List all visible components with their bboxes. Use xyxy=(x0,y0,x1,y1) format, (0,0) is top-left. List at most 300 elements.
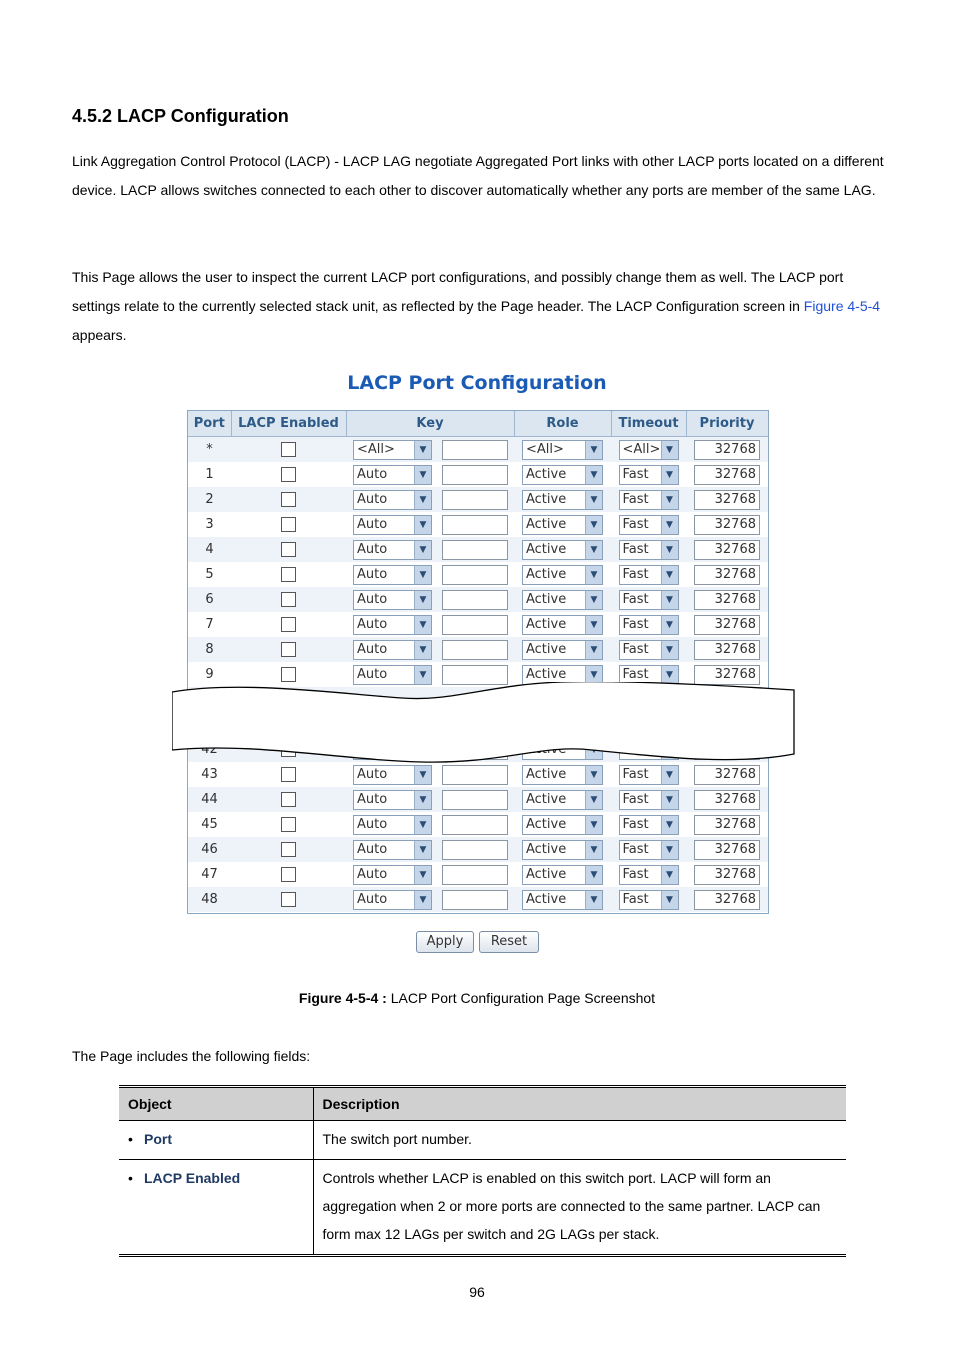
role-select-value: Active xyxy=(526,842,567,857)
priority-input[interactable]: 32768 xyxy=(694,665,760,685)
key-value-input[interactable] xyxy=(442,440,508,460)
timeout-select[interactable] xyxy=(619,615,679,635)
key-select[interactable] xyxy=(353,865,432,885)
priority-input[interactable]: 32768 xyxy=(694,790,760,810)
key-select[interactable] xyxy=(353,765,432,785)
role-cell xyxy=(514,487,611,512)
timeout-cell xyxy=(611,562,686,587)
chevron-down-icon: ▼ xyxy=(585,516,602,534)
timeout-cell xyxy=(611,837,686,862)
chevron-down-icon: ▼ xyxy=(661,616,678,634)
port-cell: 48 xyxy=(188,887,231,912)
timeout-select-value: Fast xyxy=(622,592,649,607)
col-lacp-enabled: LACP Enabled xyxy=(231,411,346,437)
role-cell xyxy=(514,587,611,612)
chevron-down-icon: ▼ xyxy=(661,516,678,534)
key-select[interactable] xyxy=(353,790,432,810)
paragraph-end: appears. xyxy=(72,327,127,343)
chevron-down-icon: ▼ xyxy=(661,766,678,784)
lacp-enabled-checkbox[interactable] xyxy=(281,842,296,857)
timeout-select[interactable] xyxy=(619,590,679,610)
key-select-value: Auto xyxy=(357,767,388,782)
timeout-cell xyxy=(611,762,686,787)
key-value-input[interactable] xyxy=(442,515,508,535)
caption-label: Figure 4-5-4 : xyxy=(298,990,387,1006)
priority-input[interactable]: 32768 xyxy=(694,865,760,885)
col-timeout: Timeout xyxy=(611,411,686,437)
role-select[interactable] xyxy=(522,615,603,635)
role-cell xyxy=(514,812,611,837)
header-object: Object xyxy=(119,1088,313,1121)
priority-input[interactable]: 32768 xyxy=(694,765,760,785)
table-row: • Port The switch port number. xyxy=(119,1121,846,1160)
fields-table xyxy=(119,1085,846,1257)
chevron-down-icon: ▼ xyxy=(661,666,678,684)
priority-cell xyxy=(686,487,768,512)
chevron-down-icon: ▼ xyxy=(414,466,431,484)
timeout-select-value: Fast xyxy=(622,767,649,782)
timeout-select-value: Fast xyxy=(622,792,649,807)
chevron-down-icon: ▼ xyxy=(414,441,431,459)
port-cell: 45 xyxy=(188,812,231,837)
role-select-value: Active xyxy=(526,592,567,607)
role-select-value: Active xyxy=(526,817,567,832)
key-select-value: Auto xyxy=(357,817,388,832)
lacp-enabled-cell xyxy=(231,787,346,812)
chevron-down-icon: ▼ xyxy=(414,666,431,684)
role-cell xyxy=(514,562,611,587)
lacp-enabled-checkbox[interactable] xyxy=(281,467,296,482)
chevron-down-icon: ▼ xyxy=(585,641,602,659)
chevron-down-icon: ▼ xyxy=(661,891,678,909)
priority-input[interactable]: 32768 xyxy=(694,465,760,485)
lacp-enabled-checkbox[interactable] xyxy=(281,642,296,657)
chevron-down-icon: ▼ xyxy=(414,566,431,584)
port-row xyxy=(188,887,768,912)
key-cell xyxy=(346,612,514,637)
port-row xyxy=(188,787,768,812)
timeout-cell xyxy=(611,887,686,912)
apply-button[interactable]: Apply xyxy=(416,931,474,953)
chevron-down-icon: ▼ xyxy=(585,616,602,634)
chevron-down-icon: ▼ xyxy=(414,516,431,534)
chevron-down-icon: ▼ xyxy=(585,866,602,884)
priority-cell xyxy=(686,437,768,463)
key-select[interactable] xyxy=(353,440,432,460)
key-select[interactable] xyxy=(353,465,432,485)
chevron-down-icon: ▼ xyxy=(585,891,602,909)
key-select[interactable] xyxy=(353,565,432,585)
lacp-enabled-checkbox[interactable] xyxy=(281,592,296,607)
role-select[interactable] xyxy=(522,790,603,810)
description-paragraph xyxy=(72,263,884,350)
lacp-enabled-checkbox[interactable] xyxy=(281,542,296,557)
timeout-select-value: Fast xyxy=(622,467,649,482)
role-select-value: Active xyxy=(526,892,567,907)
key-value-input[interactable] xyxy=(442,790,508,810)
chevron-down-icon: ▼ xyxy=(414,541,431,559)
port-row xyxy=(188,762,768,787)
lacp-enabled-cell xyxy=(231,537,346,562)
key-select-value: Auto xyxy=(357,892,388,907)
role-cell xyxy=(514,512,611,537)
key-cell xyxy=(346,837,514,862)
table-row: • LACP Enabled Controls whether LACP is enabled on this switch port. LACP will form an aggregation when 2 or more ports are connected to the same partner. LACP can form max 12 LAGs per switch and 2G LAGs per stack. xyxy=(119,1160,846,1256)
chevron-down-icon: ▼ xyxy=(585,816,602,834)
lacp-enabled-checkbox[interactable] xyxy=(281,442,296,457)
role-cell xyxy=(514,787,611,812)
role-cell xyxy=(514,837,611,862)
role-select[interactable] xyxy=(522,540,603,560)
chevron-down-icon: ▼ xyxy=(414,841,431,859)
timeout-select-value: <All> xyxy=(622,442,661,457)
chevron-down-icon: ▼ xyxy=(414,791,431,809)
lacp-enabled-checkbox[interactable] xyxy=(281,517,296,532)
key-cell xyxy=(346,512,514,537)
key-select-value: Auto xyxy=(357,567,388,582)
role-select[interactable] xyxy=(522,765,603,785)
description-lacp-enabled: Controls whether LACP is enabled on this switch port. LACP will form an aggregation when 2 or more ports are connected to the same partner. LACP can form max 12 LAGs per switch and 2G LAGs per stack. xyxy=(313,1160,846,1256)
chevron-down-icon: ▼ xyxy=(661,466,678,484)
timeout-select[interactable] xyxy=(619,815,679,835)
object-lacp-enabled: LACP Enabled xyxy=(144,1170,241,1186)
lacp-enabled-cell xyxy=(231,462,346,487)
key-select[interactable] xyxy=(353,640,432,660)
role-select-value: Active xyxy=(526,467,567,482)
role-select-value: Active xyxy=(526,767,567,782)
key-select-value: Auto xyxy=(357,867,388,882)
lacp-enabled-cell xyxy=(231,812,346,837)
role-select[interactable] xyxy=(522,640,603,660)
priority-input[interactable]: 32768 xyxy=(694,565,760,585)
timeout-select-value: Fast xyxy=(622,567,649,582)
priority-input[interactable]: 32768 xyxy=(694,840,760,860)
timeout-select-value: Fast xyxy=(622,492,649,507)
chevron-down-icon: ▼ xyxy=(661,841,678,859)
lacp-enabled-cell xyxy=(231,437,346,463)
priority-input[interactable]: 32768 xyxy=(694,890,760,910)
key-select[interactable] xyxy=(353,490,432,510)
port-row xyxy=(188,487,768,512)
timeout-select-value: Fast xyxy=(622,617,649,632)
timeout-cell xyxy=(611,587,686,612)
lacp-enabled-cell xyxy=(231,862,346,887)
role-select[interactable] xyxy=(522,490,603,510)
key-select-value: Auto xyxy=(357,642,388,657)
key-cell xyxy=(346,487,514,512)
role-cell xyxy=(514,612,611,637)
port-cell: 2 xyxy=(188,487,231,512)
priority-cell xyxy=(686,587,768,612)
key-cell xyxy=(346,812,514,837)
role-cell xyxy=(514,462,611,487)
role-select-value: Active xyxy=(526,867,567,882)
paragraph-text: This Page allows the user to inspect the current LACP port configurations, and possibly change them as well. The LACP port settings relate to the currently selected stack unit, as reflected by the Page header. The LACP Configuration screen in xyxy=(72,269,844,314)
port-cell: 3 xyxy=(188,512,231,537)
priority-cell xyxy=(686,887,768,912)
key-value-input[interactable] xyxy=(442,840,508,860)
col-key: Key xyxy=(346,411,514,437)
port-cell: * xyxy=(188,437,231,463)
role-select-value: <All> xyxy=(526,442,564,457)
lacp-enabled-cell xyxy=(231,562,346,587)
chevron-down-icon: ▼ xyxy=(661,591,678,609)
key-cell xyxy=(346,862,514,887)
chevron-down-icon: ▼ xyxy=(585,566,602,584)
priority-input[interactable]: 32768 xyxy=(694,540,760,560)
key-select[interactable] xyxy=(353,840,432,860)
port-row xyxy=(188,587,768,612)
figure-caption xyxy=(0,990,954,1006)
key-select[interactable] xyxy=(353,890,432,910)
key-value-input[interactable] xyxy=(442,465,508,485)
timeout-cell xyxy=(611,862,686,887)
priority-input[interactable]: 32768 xyxy=(694,615,760,635)
role-cell xyxy=(514,762,611,787)
lacp-enabled-checkbox[interactable] xyxy=(281,567,296,582)
col-role: Role xyxy=(514,411,611,437)
lacp-enabled-cell xyxy=(231,762,346,787)
chevron-down-icon: ▼ xyxy=(661,541,678,559)
lacp-enabled-checkbox[interactable] xyxy=(281,867,296,882)
timeout-select[interactable] xyxy=(619,865,679,885)
chevron-down-icon: ▼ xyxy=(661,566,678,584)
priority-input[interactable]: 32768 xyxy=(694,640,760,660)
timeout-select-value: Fast xyxy=(622,542,649,557)
section-heading: 4.5.2 LACP Configuration xyxy=(72,106,289,126)
key-select[interactable] xyxy=(353,590,432,610)
timeout-select[interactable] xyxy=(619,790,679,810)
chevron-down-icon: ▼ xyxy=(414,891,431,909)
timeout-select[interactable] xyxy=(619,765,679,785)
timeout-select-value: Fast xyxy=(622,842,649,857)
chevron-down-icon: ▼ xyxy=(661,441,678,459)
timeout-select-value: Fast xyxy=(622,867,649,882)
all-ports-row xyxy=(188,437,768,463)
priority-input[interactable]: 32768 xyxy=(694,515,760,535)
port-row xyxy=(188,537,768,562)
header-row xyxy=(188,411,768,437)
key-value-input[interactable] xyxy=(442,890,508,910)
timeout-select[interactable] xyxy=(619,890,679,910)
chevron-down-icon: ▼ xyxy=(661,816,678,834)
key-cell xyxy=(346,537,514,562)
col-port: Port xyxy=(188,411,231,437)
role-select[interactable] xyxy=(522,565,603,585)
chevron-down-icon: ▼ xyxy=(414,591,431,609)
chevron-down-icon: ▼ xyxy=(414,866,431,884)
role-select[interactable] xyxy=(522,890,603,910)
priority-input[interactable]: 32768 xyxy=(694,815,760,835)
lacp-enabled-checkbox[interactable] xyxy=(281,767,296,782)
lacp-enabled-cell xyxy=(231,587,346,612)
intro-paragraph: Link Aggregation Control Protocol (LACP) - LACP LAG negotiate Aggregated Port links with other LACP ports located on a different device. LACP allows switches connected to each other to discover automatically whether any ports are member of the same LAG. xyxy=(72,153,884,198)
key-value-input[interactable] xyxy=(442,815,508,835)
lacp-enabled-checkbox[interactable] xyxy=(281,792,296,807)
key-value-input[interactable] xyxy=(442,565,508,585)
priority-cell xyxy=(686,837,768,862)
chevron-down-icon: ▼ xyxy=(585,541,602,559)
key-cell xyxy=(346,587,514,612)
port-row xyxy=(188,862,768,887)
role-select-value: Active xyxy=(526,792,567,807)
chevron-down-icon: ▼ xyxy=(585,841,602,859)
role-select-value: Active xyxy=(526,667,567,682)
role-select-value: Active xyxy=(526,642,567,657)
key-select-value: Auto xyxy=(357,517,388,532)
port-cell: 47 xyxy=(188,862,231,887)
lacp-enabled-cell xyxy=(231,837,346,862)
key-select-value: Auto xyxy=(357,667,388,682)
key-value-input[interactable] xyxy=(442,540,508,560)
role-cell xyxy=(514,862,611,887)
key-value-input[interactable] xyxy=(442,765,508,785)
port-row xyxy=(188,637,768,662)
priority-cell xyxy=(686,787,768,812)
chevron-down-icon: ▼ xyxy=(661,791,678,809)
port-row xyxy=(188,612,768,637)
timeout-select[interactable] xyxy=(619,840,679,860)
chevron-down-icon: ▼ xyxy=(585,766,602,784)
key-value-input[interactable] xyxy=(442,640,508,660)
screenshot-title: LACP Port Configuration xyxy=(347,372,607,394)
key-cell xyxy=(346,637,514,662)
lacp-enabled-cell xyxy=(231,612,346,637)
timeout-select[interactable] xyxy=(619,440,679,460)
key-select[interactable] xyxy=(353,515,432,535)
key-select-value: Auto xyxy=(357,617,388,632)
chevron-down-icon: ▼ xyxy=(661,866,678,884)
priority-cell xyxy=(686,637,768,662)
role-select[interactable] xyxy=(522,465,603,485)
role-cell xyxy=(514,887,611,912)
figure-link[interactable]: Figure 4-5-4 xyxy=(803,298,881,314)
timeout-select-value: Fast xyxy=(622,517,649,532)
chevron-down-icon: ▼ xyxy=(585,666,602,684)
priority-cell xyxy=(686,612,768,637)
reset-button[interactable]: Reset xyxy=(479,931,539,953)
timeout-select-value: Fast xyxy=(622,667,649,682)
key-select[interactable] xyxy=(353,815,432,835)
port-cell: 7 xyxy=(188,612,231,637)
role-select-value: Active xyxy=(526,617,567,632)
role-cell xyxy=(514,637,611,662)
lacp-enabled-cell xyxy=(231,637,346,662)
port-cell: 1 xyxy=(188,462,231,487)
role-cell xyxy=(514,537,611,562)
key-select[interactable] xyxy=(353,615,432,635)
key-select-value: Auto xyxy=(357,792,388,807)
caption-text: LACP Port Configuration Page Screenshot xyxy=(386,990,656,1006)
page-number: 96 xyxy=(469,1284,485,1300)
col-priority: Priority xyxy=(686,411,768,437)
key-select-value: Auto xyxy=(357,542,388,557)
timeout-select-value: Fast xyxy=(622,642,649,657)
lacp-enabled-checkbox[interactable] xyxy=(281,667,296,682)
port-cell: 42 xyxy=(188,737,231,762)
timeout-select-value: Fast xyxy=(622,817,649,832)
key-select-value: Auto xyxy=(357,467,388,482)
chevron-down-icon: ▼ xyxy=(414,766,431,784)
chevron-down-icon: ▼ xyxy=(585,591,602,609)
role-cell xyxy=(514,437,611,463)
key-cell xyxy=(346,562,514,587)
chevron-down-icon: ▼ xyxy=(414,491,431,509)
chevron-down-icon: ▼ xyxy=(661,641,678,659)
key-value-input[interactable] xyxy=(442,615,508,635)
timeout-select[interactable] xyxy=(619,490,679,510)
role-select[interactable] xyxy=(522,840,603,860)
lacp-enabled-cell xyxy=(231,512,346,537)
timeout-cell xyxy=(611,637,686,662)
key-value-input[interactable] xyxy=(442,590,508,610)
fields-intro: The Page includes the following fields: xyxy=(72,1048,311,1064)
port-cell: 9 xyxy=(188,662,231,687)
lacp-enabled-checkbox[interactable] xyxy=(281,617,296,632)
chevron-down-icon: ▼ xyxy=(414,816,431,834)
priority-input[interactable]: 32768 xyxy=(694,590,760,610)
timeout-select[interactable] xyxy=(619,565,679,585)
timeout-select[interactable] xyxy=(619,515,679,535)
priority-cell xyxy=(686,462,768,487)
key-cell xyxy=(346,462,514,487)
timeout-select[interactable] xyxy=(619,540,679,560)
port-cell: 5 xyxy=(188,562,231,587)
lacp-enabled-checkbox[interactable] xyxy=(281,817,296,832)
port-cell: 4 xyxy=(188,537,231,562)
priority-input[interactable]: 32768 xyxy=(694,490,760,510)
role-select-value: Active xyxy=(526,542,567,557)
port-row xyxy=(188,462,768,487)
lacp-enabled-cell xyxy=(231,487,346,512)
chevron-down-icon: ▼ xyxy=(414,616,431,634)
timeout-cell xyxy=(611,612,686,637)
key-value-input[interactable] xyxy=(442,490,508,510)
timeout-select[interactable] xyxy=(619,640,679,660)
port-cell: 46 xyxy=(188,837,231,862)
key-cell xyxy=(346,762,514,787)
table-break-marker xyxy=(172,682,796,764)
port-row xyxy=(188,837,768,862)
key-select-value: Auto xyxy=(357,592,388,607)
timeout-cell xyxy=(611,812,686,837)
priority-input[interactable]: 32768 xyxy=(694,440,760,460)
lacp-config-table xyxy=(188,411,769,912)
lacp-enabled-checkbox[interactable] xyxy=(281,892,296,907)
chevron-down-icon: ▼ xyxy=(414,641,431,659)
timeout-select[interactable] xyxy=(619,465,679,485)
role-select[interactable] xyxy=(522,440,603,460)
lacp-enabled-checkbox[interactable] xyxy=(281,492,296,507)
port-row xyxy=(188,512,768,537)
chevron-down-icon: ▼ xyxy=(585,491,602,509)
role-select[interactable] xyxy=(522,865,603,885)
key-select-value: Auto xyxy=(357,842,388,857)
priority-cell xyxy=(686,812,768,837)
port-cell: 43 xyxy=(188,762,231,787)
lacp-enabled-cell xyxy=(231,887,346,912)
key-value-input[interactable] xyxy=(442,865,508,885)
role-select[interactable] xyxy=(522,815,603,835)
priority-cell xyxy=(686,762,768,787)
timeout-cell xyxy=(611,437,686,463)
role-select[interactable] xyxy=(522,590,603,610)
key-select[interactable] xyxy=(353,540,432,560)
role-select[interactable] xyxy=(522,515,603,535)
key-select-value: Auto xyxy=(357,492,388,507)
port-cell: 44 xyxy=(188,787,231,812)
header-description: Description xyxy=(313,1088,846,1121)
